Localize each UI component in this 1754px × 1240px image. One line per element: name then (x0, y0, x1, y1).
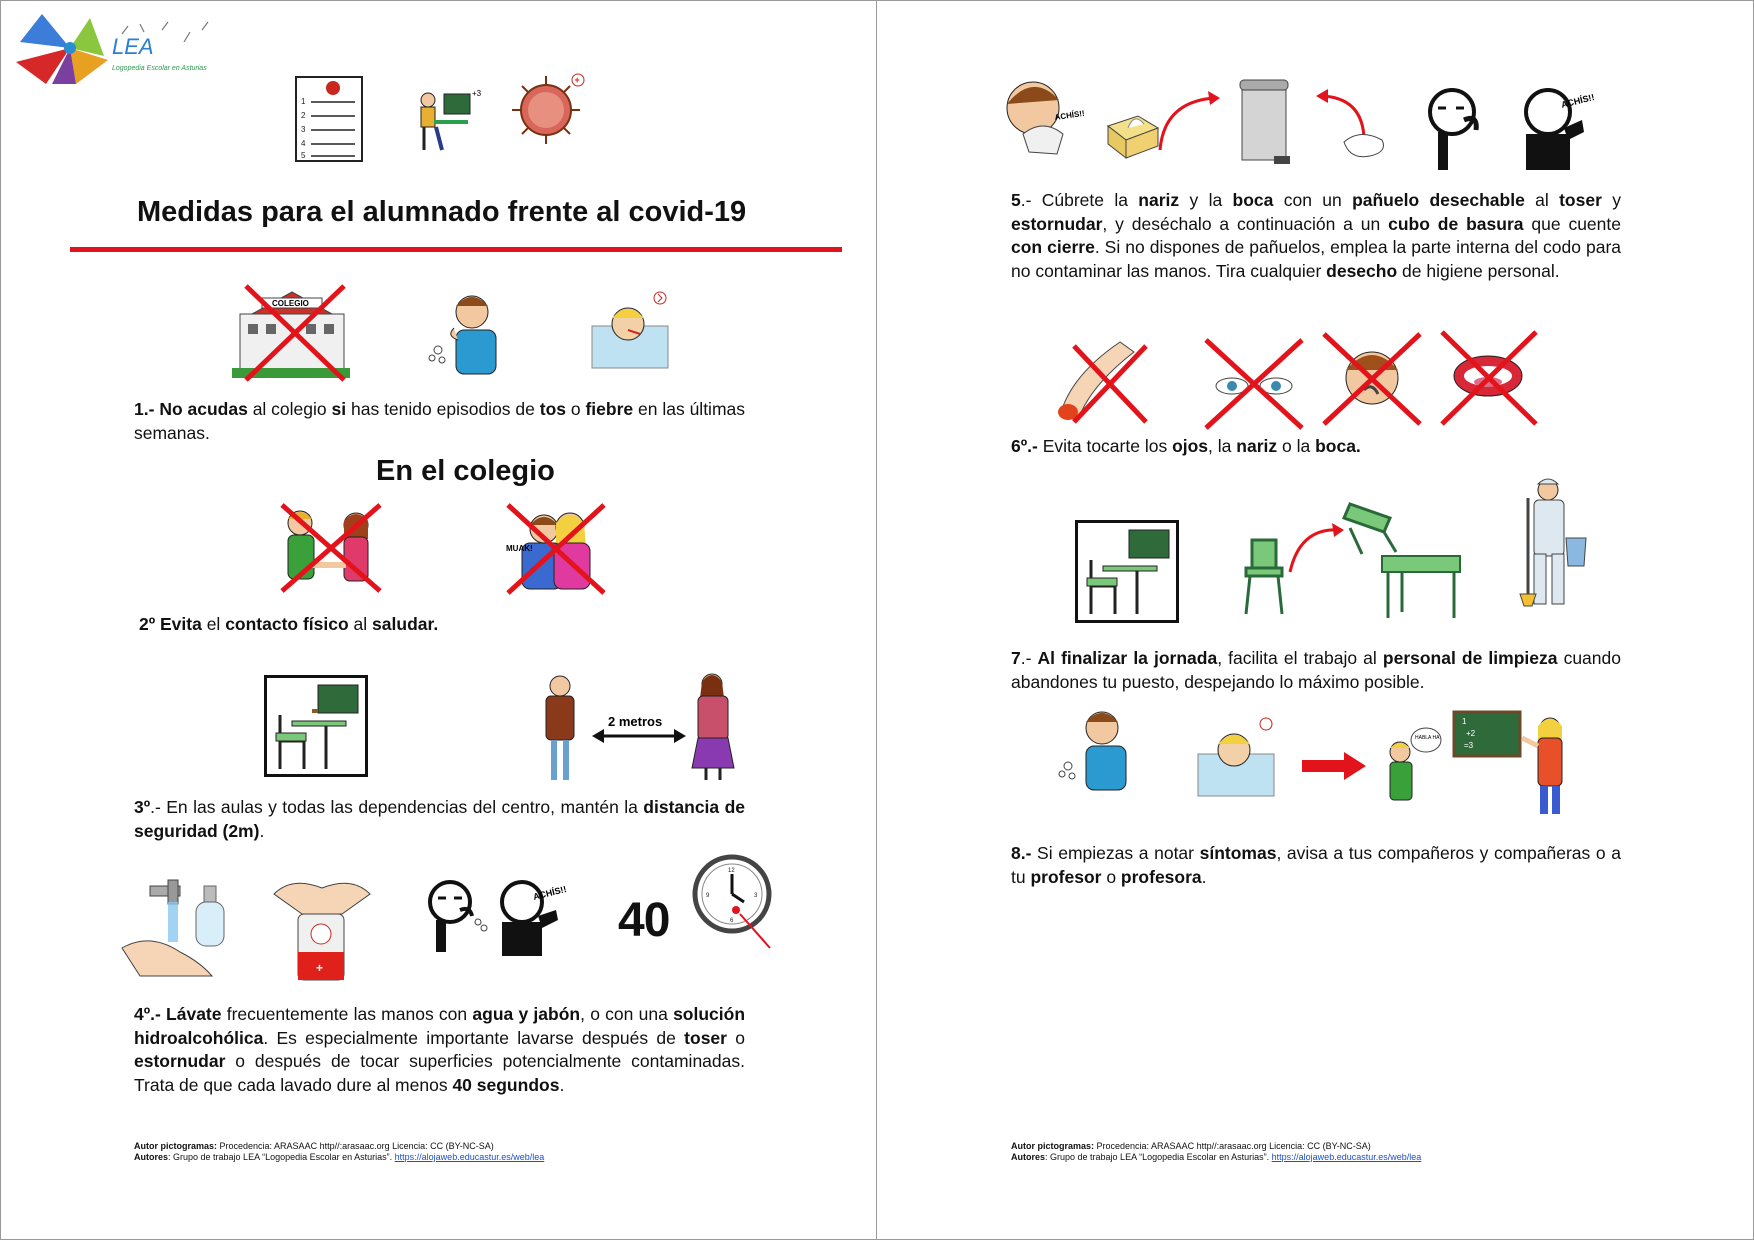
page-divider (876, 0, 877, 1240)
subheading-en-el-colegio: En el colegio (376, 455, 555, 487)
fever-in-bed-icon (590, 290, 674, 372)
svg-text:2: 2 (301, 111, 306, 120)
clock-icon (692, 850, 776, 954)
sneeze-into-hand-icon (424, 876, 498, 954)
logo-tagline: Logopedia Escolar en Asturias (112, 65, 207, 72)
sneeze-tissue-child-icon (1003, 74, 1086, 170)
section-6-text: 6º.- Evita tocarte los ojos, la nariz o la boca. (1011, 436, 1361, 456)
no-school-icon (232, 284, 350, 384)
achis-label-left: ACHÍS!! (532, 884, 568, 902)
red-arrow-right-icon (1300, 752, 1368, 780)
credits-link-right[interactable]: https://alojaweb.educastur.es/web/lea (1271, 1152, 1422, 1162)
arrow-to-bin-left (1154, 88, 1224, 154)
two-meters-distance-icon (536, 668, 746, 784)
svg-text:12: 12 (728, 868, 735, 874)
hand-sanitizer-icon (272, 874, 372, 982)
section-7-text: 7.- Al finalizar la jornada, facilita el trabajo al personal de limpieza cuando abandones tu puesto, despejando lo máximo posible. (1011, 648, 1621, 692)
questionnaire-icon (295, 76, 363, 162)
fever-in-bed-icon-right (1196, 716, 1280, 800)
coughing-child-icon (424, 290, 508, 376)
page-title: Medidas para el alumnado frente al covid-19 (137, 196, 747, 228)
logo-text: LEA (112, 34, 154, 59)
svg-text:3: 3 (301, 125, 306, 134)
teacher-at-board-icon (1452, 710, 1582, 816)
sneeze-into-hand-icon-right (1424, 84, 1494, 170)
section-8-text: 8.- Si empiezas a notar síntomas, avisa a tus compañeros y compañeras o a tu profesor o profesora. (1011, 843, 1621, 887)
title-underline (70, 247, 842, 252)
svg-text:1: 1 (1462, 717, 1467, 726)
tissue-box-icon (1104, 106, 1160, 162)
handwashing-icon (120, 872, 228, 982)
section-1-text: 1.- No acudas al colegio si has tenido episodios de tos o fiebre en las últimas semanas. (134, 399, 746, 443)
svg-text:9: 9 (706, 893, 710, 899)
speech-bubble-label: HABLA HA (1415, 735, 1440, 741)
svg-text:5: 5 (301, 151, 306, 160)
no-handshake-icon (276, 503, 384, 593)
svg-text:3: 3 (754, 893, 758, 899)
svg-text:+: + (316, 961, 324, 975)
sanitary-pad-icon (1340, 126, 1388, 162)
svg-text:+: + (574, 75, 580, 85)
section-3-text: 3º.- En las aulas y todas las dependencias del centro, mantén la distancia de seguridad (2m). (134, 797, 745, 841)
section-5-text: 5.- Cúbrete la nariz y la boca con un pañuelo desechable al toser y estornudar, y deséchalo a continuación a un cubo de basura que cuente con cierre. Si no dispones de pañuelos, emplea la parte interna del codo para no contaminar las manos. Tira cualquier desecho de higiene personal. (1011, 190, 1622, 281)
cleaning-staff-icon (1518, 474, 1590, 610)
school-sign-label: COLEGIO (272, 299, 309, 308)
child-speaking-icon (1382, 726, 1442, 802)
distance-label: 2 metros (608, 714, 663, 729)
no-touch-mouth-icon (1438, 330, 1540, 426)
credits-right: Autor pictogramas: Procedencia: ARASAAC http//:arasaac.org Licencia: CC (BY-NC-SA) Autores: Grupo de trabajo LEA “Logopedia Escolar en Asturias”. https://alojaweb.educastur.es/web/lea (1011, 1141, 1422, 1162)
section-2-text: 2º Evita el contacto físico al saludar. (139, 614, 439, 634)
svg-text:6: 6 (730, 918, 734, 924)
classroom-desk-icon-right (1075, 520, 1179, 623)
credits-left: Autor pictogramas: Procedencia: ARASAAC http//:arasaac.org Licencia: CC (BY-NC-SA) Autores: Grupo de trabajo LEA “Logopedia Escolar en Asturias”. https://alojaweb.educastur.es/web/lea (134, 1141, 545, 1162)
classroom-desk-icon (264, 675, 368, 777)
svg-text:+3: +3 (472, 89, 482, 98)
lea-logo (12, 12, 222, 87)
svg-text:+2: +2 (1466, 729, 1476, 738)
coronavirus-icon (510, 72, 588, 152)
svg-text:=3: =3 (1464, 741, 1474, 750)
no-kissing-icon (500, 503, 608, 595)
coughing-child-icon-right (1054, 706, 1138, 792)
kiss-label: MUAK! (506, 544, 533, 553)
svg-text:4: 4 (301, 139, 306, 148)
pedal-bin-icon (1234, 76, 1294, 170)
no-touch-eyes-icon (1202, 336, 1306, 432)
no-touch-nose-icon (1320, 330, 1424, 428)
credits-link-left[interactable]: https://alojaweb.educastur.es/web/lea (394, 1152, 545, 1162)
student-at-computer-icon (410, 86, 480, 156)
achis-label-right: ACHÍS!! (1560, 92, 1596, 110)
sneeze-into-elbow-icon-right (1518, 84, 1602, 170)
forty-seconds-number: 40 (618, 894, 670, 947)
svg-text:1: 1 (301, 97, 306, 106)
chair-on-desk-icon (1238, 488, 1466, 624)
no-touch-face-icon (1050, 336, 1150, 426)
section-4-text: 4º.- Lávate frecuentemente las manos con agua y jabón, o con una solución hidroalcohólica. Es especialmente importante lavarse después de toser o estornudar o después de tocar superficies potencialmente contaminadas. Trata de que cada lavado dure al menos 40 segundos. (134, 1004, 746, 1095)
achis-label-tissue: ACHÍS!! (1054, 108, 1086, 122)
sneeze-into-elbow-icon (498, 876, 568, 956)
